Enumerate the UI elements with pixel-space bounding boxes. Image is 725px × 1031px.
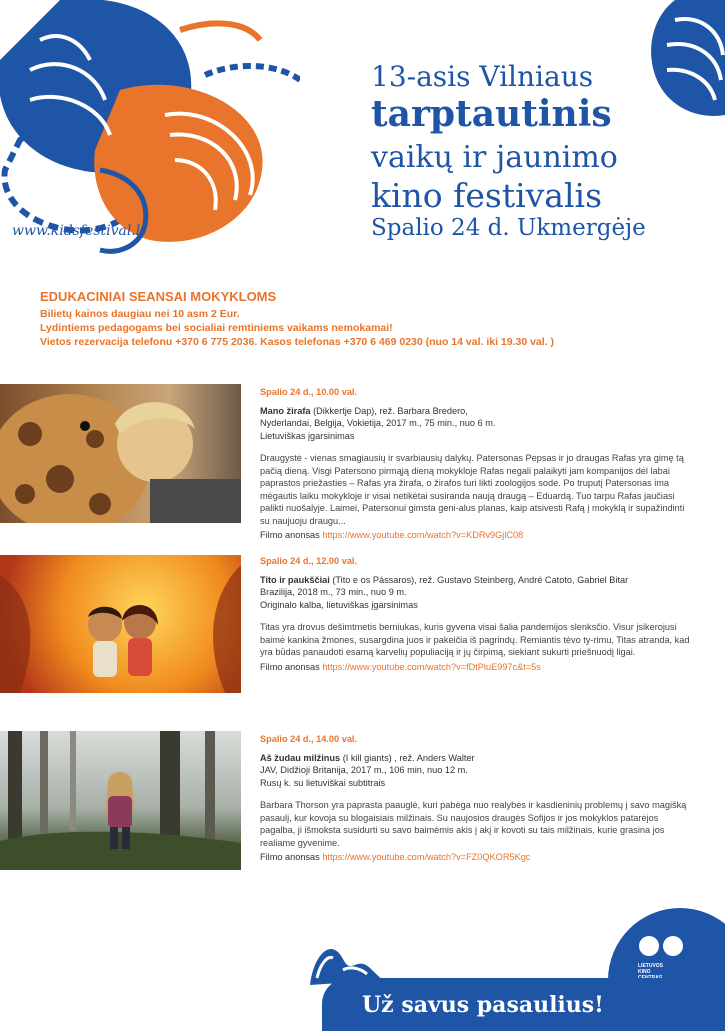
festival-title-line-4: kino festivalis — [371, 176, 603, 215]
festival-website[interactable]: www.kidsfestival.lt — [12, 223, 146, 239]
education-heading: EDUKACINIAI SEANSAI MOKYKLOMS — [40, 289, 277, 304]
film-3 — [260, 733, 690, 864]
film-1-trailer-label: Filmo anonsas — [260, 530, 323, 540]
education-price: Bilietų kainos daugiau nei 10 asm 2 Eur. — [40, 308, 240, 320]
film-1-description: Draugystė - vienas smagiausių ir svarbiausių dalykų. Patersonas Pepsas ir jo draugas Rafas yra gimę tą pačią dieną. Visgi Patersono pirmąją dieną mokykloje Rafas negali palaikyti jam kompanijos dėl labai paprastos priežasties – Rafas yra žirafa, o žirafos turi likti zoologijos sode. Po truputį Patersonas ima mėgautis laiku mokykloje ir visai netikėtai susiranda naują draugą – Eduardą. Tuo tarpu Rafas jaučiasi palikti nuošalyje. Laimei, Patersonui gimsta geni-alus planas, kaip atsivesti Rafą į mokyklą ir supažindinti su naujuoju draugu... — [260, 453, 685, 526]
film-1-trailer-link[interactable]: https://www.youtube.com/watch?v=KDRv9GjlC08 — [322, 530, 524, 540]
film-1-director: (Dikkertje Dap), rež. Barbara Bredero, — [310, 405, 468, 416]
film-2-language: Originalo kalba, lietuviškas įgarsinimas — [260, 599, 418, 610]
film-2-director: (Tito e os Pássaros), rež. Gustavo Steinberg, André Catoto, Gabriel Bitar — [329, 574, 629, 585]
slogan-banner — [322, 978, 725, 1031]
film-2 — [260, 555, 690, 673]
festival-title-line-1: 13-asis Vilniaus — [371, 60, 594, 93]
film-1-country: Nyderlandai, Belgija, Vokietija, 2017 m., 75 min., nuo 6 m. — [260, 418, 496, 428]
lkc-logo — [638, 934, 688, 981]
film-2-trailer-link[interactable]: https://www.youtube.com/watch?v=fDtPluE997c&t=5s — [322, 661, 541, 672]
film-1 — [260, 386, 690, 542]
film-3-country: JAV, Didžioji Britanija, 2017 m., 106 min, nuo 12 m. — [260, 765, 468, 775]
festival-date-location: Spalio 24 d. Ukmergėje — [371, 215, 646, 241]
film-2-trailer-label: Filmo anonsas — [260, 661, 323, 672]
film-3-description: Barbara Thorson yra paprasta paauglė, kuri pabėga nuo realybės ir kasdieninių problemų į savo magišką pasaulį, kur kovoja su blogaisiais milžinais. Su naujosios draugės Sofijos ir jos mokyklos patarėjos pagalba, ji išmoksta susidurti su savo baimėmis akis į akį ir kovoti su tais milžinais, kurie grasina jos realiame gyvenime. — [260, 800, 687, 848]
film-2-country: Brazilija, 2018 m., 73 min., nuo 9 m. — [260, 587, 407, 597]
film-2-photo — [0, 555, 241, 693]
film-3-photo — [0, 731, 241, 870]
film-2-description: Titas yra drovus dešimtmetis berniukas, kuris gyvena visai šalia pandemijos slenksčio. Visur įsikerojusi baimė kankina žmones, susargdina juos ir pakeičia iš pagrindų. Remiantis tėvo ty-rimu, Titas atranda, kad yra būdas panaudoti esamą karvelių populiaciją ir jų čirpimą, siekiant sukurti priešnuodį ligai. — [260, 622, 690, 657]
film-2-title: Tito ir paukščiai — [260, 574, 330, 585]
film-3-language: Rusų k. su lietuviškai subtitrais — [260, 777, 386, 788]
film-3-trailer-label: Filmo anonsas — [260, 852, 323, 862]
film-3-title: Aš žudau milžinus — [260, 752, 341, 763]
lkc-circles-icon — [638, 934, 686, 958]
festival-title-line-3: vaikų ir jaunimo — [371, 140, 618, 175]
festival-title-line-2: tarptautinis — [371, 93, 612, 135]
education-free-note: Lydintiems pedagogams bei socialiai remtiniems vaikams nemokamai! — [40, 322, 393, 334]
film-3-director: (I kill giants) , rež. Anders Walter — [340, 752, 475, 763]
film-3-trailer-link[interactable]: https://www.youtube.com/watch?v=FZ0QKOR5Kgc — [322, 852, 531, 862]
film-1-photo — [0, 384, 241, 523]
film-1-language: Lietuviškas įgarsinimas — [260, 430, 355, 441]
festival-logo-art — [0, 0, 300, 260]
slogan-text: Už savus pasaulius! — [362, 991, 604, 1018]
film-2-time: Spalio 24 d., 12.00 val. — [260, 556, 358, 566]
film-1-time: Spalio 24 d., 10.00 val. — [260, 387, 358, 397]
film-3-time: Spalio 24 d., 14.00 val. — [260, 734, 358, 744]
education-reservation: Vietos rezervacija telefonu +370 6 775 2036. Kasos telefonas +370 6 469 0230 (nuo 14 val. iki 19.30 val. ) — [40, 336, 555, 348]
film-1-title: Mano žirafa — [260, 405, 311, 416]
lkc-logo-text: LIETUVOS KINO — [638, 963, 664, 975]
